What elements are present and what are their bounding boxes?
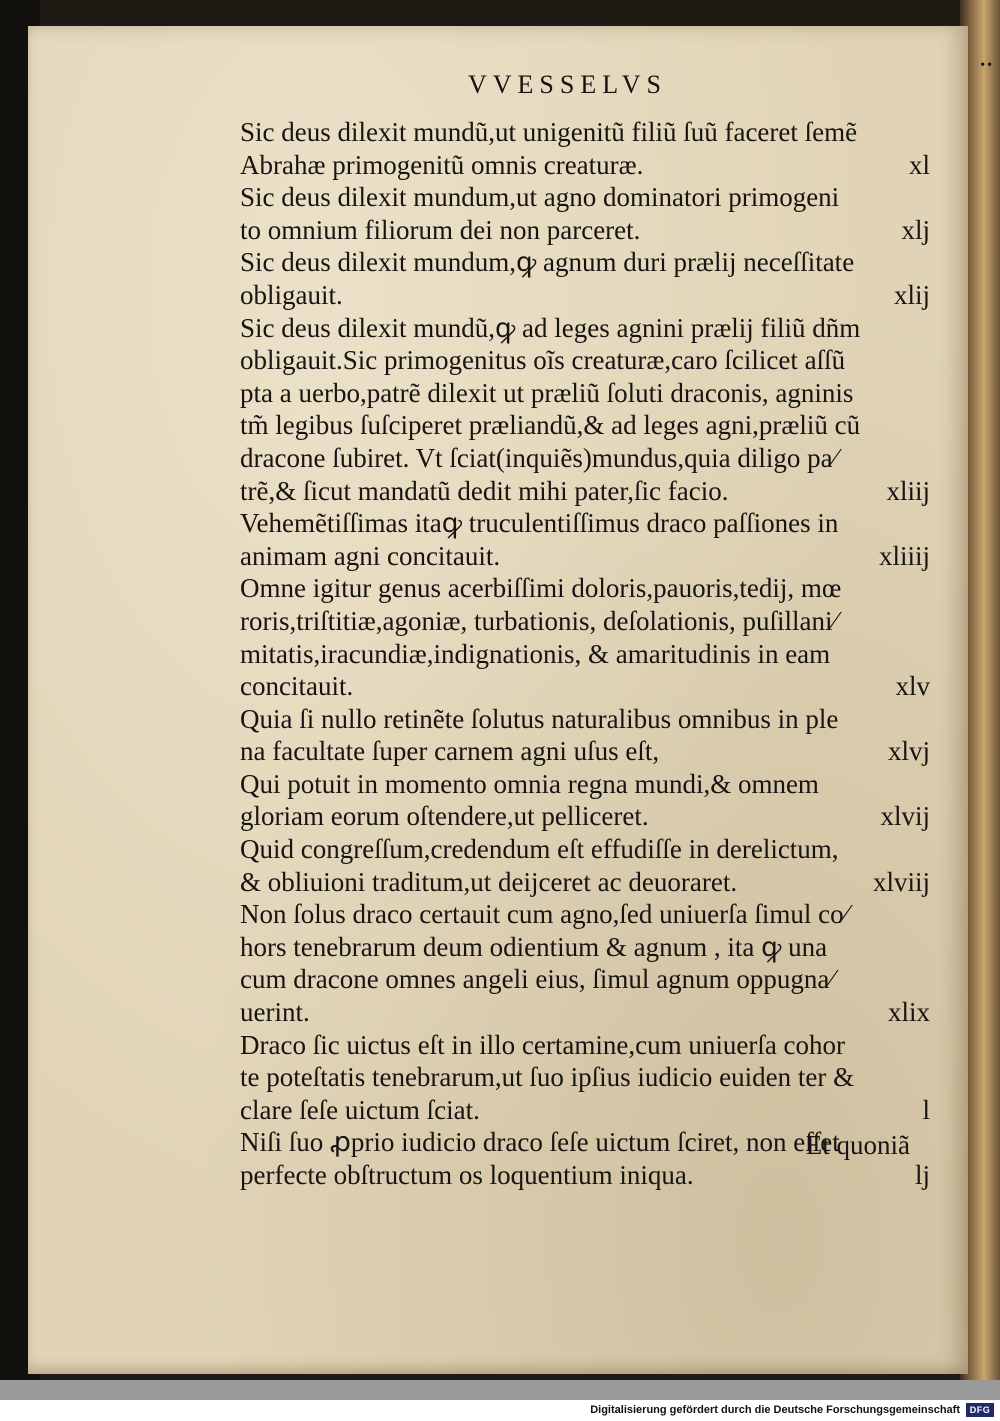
text-line (240, 377, 930, 410)
line-text: Vehemẽtiſſimas itaꝙ truculentiſſimus draco paſſiones in (240, 508, 839, 539)
line-text: hors tenebrarum deum odientium & agnum , ita ꝙ una (240, 931, 828, 962)
catchword: Et quoniã (805, 1130, 910, 1160)
dfg-logo-icon: DFG (966, 1403, 994, 1417)
article-number: xliij (886, 475, 930, 506)
text-line (240, 866, 930, 899)
line-text: Sic deus dilexit mundum,ꝙ agnum duri prælij neceſſitate (240, 247, 855, 278)
line-text: Quia ſi nullo retinẽte ſolutus naturalibus omnibus in ple (240, 703, 839, 734)
text-line (240, 572, 930, 605)
line-text: te poteſtatis tenebrarum,ut ſuo ipſius iudicio euiden ter & (240, 1062, 855, 1093)
footer-credit: Digitalisierung gefördert durch die Deutsche Forschungsgemeinschaft (590, 1404, 960, 1416)
line-text: Draco ſic uictus eſt in illo certamine,cum uniuerſa cohor (240, 1029, 846, 1060)
line-text: Qui potuit in momento omnia regna mundi,& omnem (240, 768, 819, 799)
text-line (240, 833, 930, 866)
line-text: tm̃ legibus ſuſciperet præliandũ,& ad leges agni,præliũ cũ (240, 410, 861, 441)
line-text: to omnium filiorum dei non parceret. (240, 214, 641, 245)
text-line (240, 800, 930, 833)
line-text: roris,triſtitiæ,agoniæ, turbationis, deſolationis, puſillani⁄ (240, 605, 837, 636)
text-line (240, 735, 930, 768)
text-line (240, 670, 930, 703)
text-line (240, 507, 930, 540)
line-text: gloriam eorum oſtendere,ut pelliceret. (240, 801, 649, 832)
text-line (240, 963, 930, 996)
article-number: xlix (887, 997, 930, 1028)
line-text: Omne igitur genus acerbiſſimi doloris,pauoris,tedij, mœ (240, 573, 842, 604)
line-text: trẽ,& ſicut mandatũ dedit mihi pater,ſic facio. (240, 475, 729, 506)
line-text: uerint. (240, 997, 310, 1028)
article-number: xlvj (887, 736, 930, 767)
line-text: pta a uerbo,patrẽ dilexit ut præliũ ſoluti draconis, agninis (240, 377, 854, 408)
article-number: xl (908, 149, 930, 180)
article-number: lj (914, 1160, 930, 1190)
text-line (240, 605, 930, 638)
text-line (240, 312, 930, 345)
article-number: xlviij (872, 866, 930, 897)
line-text: perfecte obſtructum os loquentium iniqua. (240, 1160, 694, 1190)
text-line (240, 149, 930, 182)
text-block (240, 116, 930, 1192)
line-text: Sic deus dilexit mundũ,ꝙ ad leges agnini prælij filiũ dñm (240, 312, 861, 343)
book-page (28, 26, 968, 1374)
line-text: Abrahæ primogenitũ omnis creaturæ. (240, 149, 644, 180)
text-line (240, 638, 930, 671)
article-number: xlvij (880, 801, 930, 832)
article-number: xliiij (878, 540, 930, 571)
article-number: xlv (895, 671, 930, 702)
text-line (240, 768, 930, 801)
line-text: animam agni concitauit. (240, 540, 501, 571)
scan-bottom-margin (0, 1380, 1000, 1400)
line-text: obligauit.Sic primogenitus oĩs creaturæ,caro ſcilicet aſſũ (240, 345, 846, 376)
line-text: cum dracone omnes angeli eius, ſimul agnum oppugna⁄ (240, 964, 834, 995)
text-line (240, 996, 930, 1029)
text-line (240, 442, 930, 475)
text-line (240, 279, 930, 312)
text-line (240, 1094, 930, 1127)
text-line (240, 246, 930, 279)
line-text: na facultate ſuper carnem agni uſus eſt, (240, 736, 660, 767)
line-text: & obliuioni traditum,ut deijceret ac deuoraret. (240, 866, 738, 897)
text-line (240, 898, 930, 931)
text-line (240, 703, 930, 736)
line-text: Non ſolus draco certauit cum agno,ſed uniuerſa ſimul co⁄ (240, 899, 849, 930)
text-line (240, 540, 930, 573)
text-line (240, 116, 930, 149)
text-line (240, 409, 930, 442)
article-number: xlij (893, 279, 930, 310)
text-line (240, 214, 930, 247)
line-text: Sic deus dilexit mundũ,ut unigenitũ filiũ ſuũ faceret ſemẽ (240, 117, 858, 147)
line-text: obligauit. (240, 279, 343, 310)
running-head: VVESSELVS (468, 70, 667, 99)
text-line (240, 1159, 930, 1192)
text-line (240, 1061, 930, 1094)
text-line (240, 1029, 930, 1062)
text-line (240, 475, 930, 508)
line-text: mitatis,iracundiæ,indignationis, & amaritudinis in eam (240, 638, 831, 669)
line-text: clare ſeſe uictum ſciat. (240, 1094, 480, 1125)
line-text: dracone ſubiret. Vt ſciat(inquiẽs)mundus,quia diligo pa⁄ (240, 442, 838, 473)
line-text: Niſi ſuo ꝓprio iudicio draco ſeſe uictum ſciret, non eſſet (240, 1127, 840, 1158)
article-number: l (922, 1094, 930, 1125)
text-line (240, 344, 930, 377)
article-number: xlj (901, 214, 930, 245)
text-line (240, 931, 930, 964)
line-text: Quid congreſſum,credendum eſt effudiſſe in derelictum, (240, 834, 839, 865)
footer-bar (0, 1400, 1000, 1421)
edge-marks: •• (980, 58, 994, 73)
line-text: concitauit. (240, 671, 354, 702)
line-text: Sic deus dilexit mundum,ut agno dominatori primogeni (240, 182, 840, 213)
text-line (240, 181, 930, 214)
